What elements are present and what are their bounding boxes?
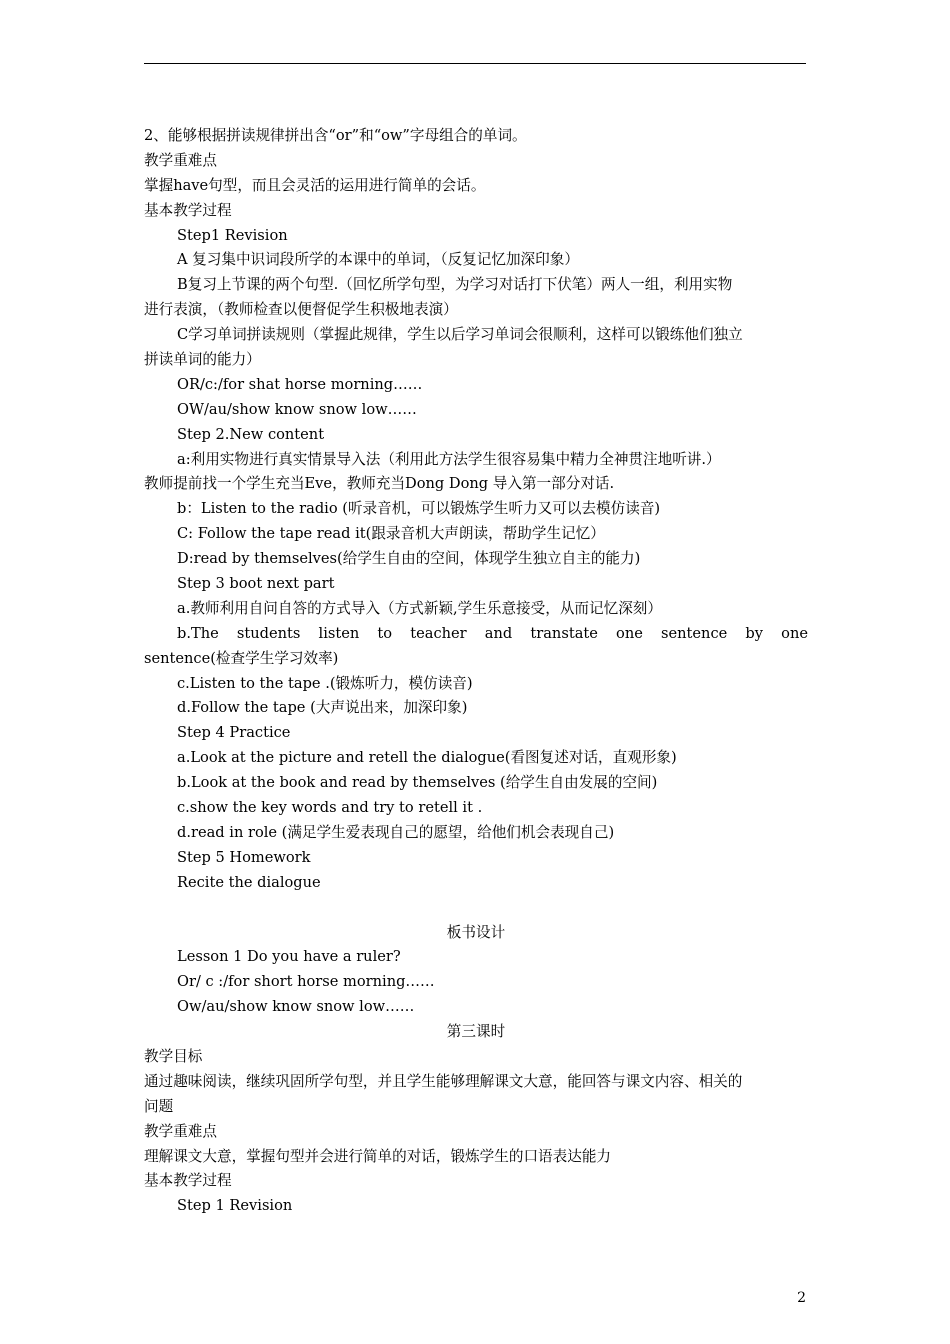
text-line: 掌握have句型，而且会灵活的运用进行简单的会话。 [144, 176, 486, 194]
blank-line [144, 896, 808, 921]
text-line: c.Listen to the tape .(锻炼听力，模仿读音) [177, 674, 473, 692]
text-line: B复习上节课的两个句型.（回忆所学句型，为学习对话打下伏笔）两人一组，利用实物 [177, 276, 733, 294]
step-heading: Step 2.New content [177, 425, 325, 443]
text-line: 问题 [144, 1097, 174, 1115]
text-line: a.Look at the picture and retell the dialogue(看图复述对话，直观形象) [177, 749, 677, 767]
step-heading: Step 3 boot next part [177, 575, 335, 593]
text-line: a:利用实物进行真实情景导入法（利用此方法学生很容易集中精力全神贯注地听讲.） [177, 450, 721, 468]
text-line: sentence(检查学生学习效率) [144, 649, 339, 667]
text-line: c.show the key words and try to retell it . [177, 799, 483, 817]
text-line: Ow/au/show know snow low…… [177, 998, 415, 1016]
text-line: OR/c:/for shat horse morning…… [177, 375, 423, 393]
text-line: 2、能够根据拼读规律拼出含“or”和“ow”字母组合的单词。 [144, 127, 527, 144]
text-line: d.Follow the tape (大声说出来，加深印象) [177, 699, 468, 717]
text-line: OW/au/show know snow low…… [177, 400, 417, 418]
text-line: b：Listen to the radio (听录音机，可以锻炼学生听力又可以去模仿读音) [177, 500, 661, 518]
text-line: d.read in role (满足学生爱表现自己的愿望，给他们机会表现自己) [177, 823, 615, 841]
text-line: D:read by themselves(给学生自由的空间，体现学生独立自主的能力) [177, 550, 641, 568]
lesson-title: 第三课时 [446, 1023, 506, 1041]
text-line: Or/ c :/for short horse morning…… [177, 973, 435, 991]
text-line: 拼读单词的能力） [144, 351, 261, 369]
step-heading: Step1 Revision [177, 226, 288, 244]
page-number: 2 [797, 1290, 806, 1306]
step-heading: Step 1 Revision [177, 1197, 293, 1215]
section-heading: 基本教学过程 [144, 201, 232, 219]
text-line: 教师提前找一个学生充当Eve，教师充当Dong Dong 导入第一部分对话. [144, 475, 615, 493]
text-line: Recite the dialogue [177, 873, 321, 891]
text-line: C: Follow the tape read it(跟录音机大声朗读，帮助学生记忆） [177, 525, 605, 543]
step-heading: Step 4 Practice [177, 724, 291, 742]
section-heading: 基本教学过程 [144, 1172, 232, 1190]
text-line: C学习单词拼读规则（掌握此规律，学生以后学习单词会很顺利，这样可以锻练他们独立 [177, 326, 743, 344]
text-line: Lesson 1 Do you have a ruler? [177, 948, 401, 966]
text-line: 通过趣味阅读，继续巩固所学句型，并且学生能够理解课文大意，能回答与课文内容、相关的 [144, 1072, 743, 1090]
section-heading: 教学重难点 [144, 1122, 217, 1140]
text-line: 理解课文大意，掌握句型并会进行简单的对话，锻炼学生的口语表达能力 [144, 1147, 612, 1165]
text-line: b.The students listen to teacher and transtate one sentence by one [177, 624, 808, 642]
text-line: a.教师利用自问自答的方式导入（方式新颖,学生乐意接受，从而记忆深刻） [177, 599, 662, 617]
text-line: 进行表演，（教师检查以便督促学生积极地表演） [144, 301, 458, 319]
section-heading: 教学重难点 [144, 151, 217, 169]
document-body [144, 124, 808, 1219]
board-design-title: 板书设计 [446, 923, 506, 941]
header-rule [144, 63, 806, 64]
text-line: A 复习集中识词段所学的本课中的单词，（反复记忆加深印象） [177, 251, 579, 269]
text-line: b.Look at the book and read by themselves (给学生自由发展的空间) [177, 774, 658, 792]
step-heading: Step 5 Homework [177, 848, 311, 866]
section-heading: 教学目标 [144, 1047, 203, 1065]
